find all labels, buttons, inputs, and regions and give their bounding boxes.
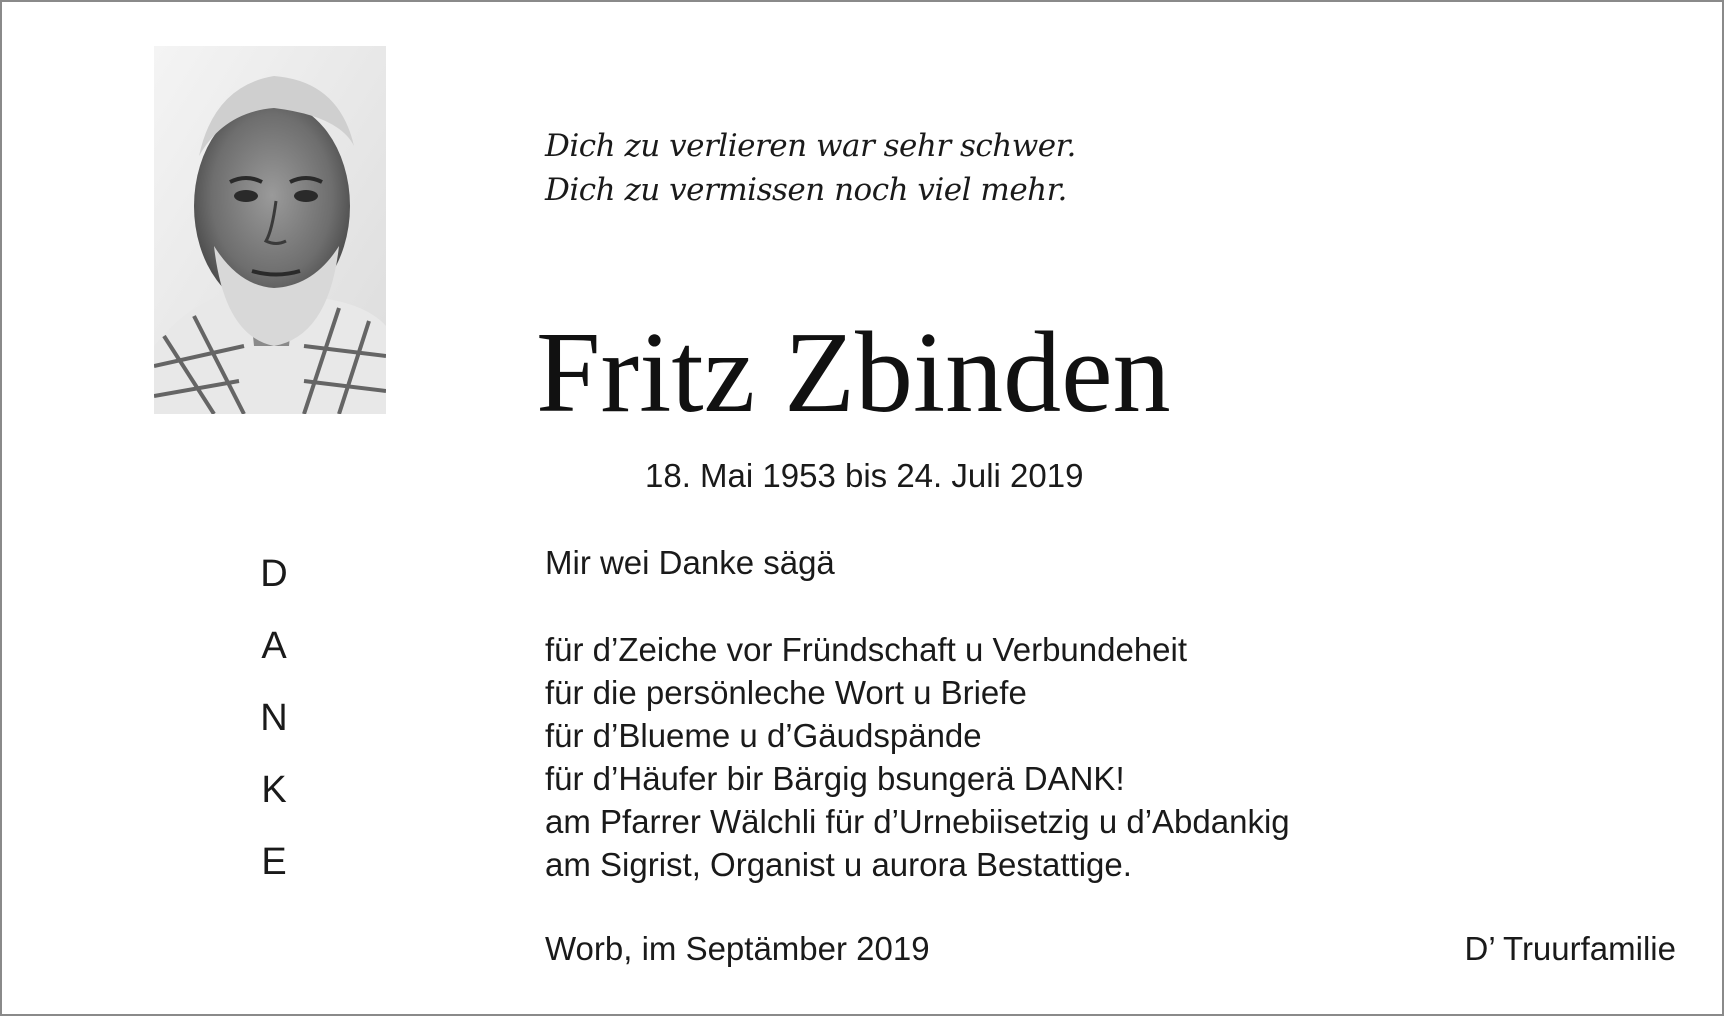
motto-line-1: Dich zu verlieren war sehr schwer.: [545, 128, 1076, 164]
thanks-line: am Pfarrer Wälchli für d’Urnebiisetzig u d’Abdankig: [545, 803, 1290, 840]
danke-letter: K: [261, 769, 287, 811]
thanks-list: [545, 628, 1290, 886]
thanks-line: für d’Zeiche vor Fründschaft u Verbundeheit: [545, 631, 1188, 668]
thanks-line: für die persönleche Wort u Briefe: [545, 674, 1027, 711]
danke-letter: E: [261, 841, 287, 883]
life-dates: 18. Mai 1953 bis 24. Juli 2019: [645, 457, 1084, 494]
thanks-line: für d’Blueme u d’Gäudspände: [545, 717, 982, 754]
deceased-name: Fritz Zbinden: [536, 309, 1171, 437]
motto-line-2: Dich zu vermissen noch viel mehr.: [545, 172, 1067, 208]
danke-letter: A: [261, 625, 287, 667]
danke-letter: D: [260, 553, 288, 595]
signature: D’ Truurfamilie: [1464, 930, 1676, 967]
thanks-line: für d’Häufer bir Bärgig bsungerä DANK!: [545, 760, 1125, 797]
portrait-photo: [154, 46, 386, 414]
portrait-image: [154, 46, 386, 414]
danke-letter: N: [260, 697, 288, 739]
thanks-heading: Mir wei Danke sägä: [545, 544, 835, 581]
thanks-line: am Sigrist, Organist u aurora Bestattige.: [545, 846, 1132, 883]
motto: [545, 124, 1076, 212]
place-date: Worb, im Septämber 2019: [545, 930, 930, 967]
vertical-danke: [258, 552, 290, 912]
